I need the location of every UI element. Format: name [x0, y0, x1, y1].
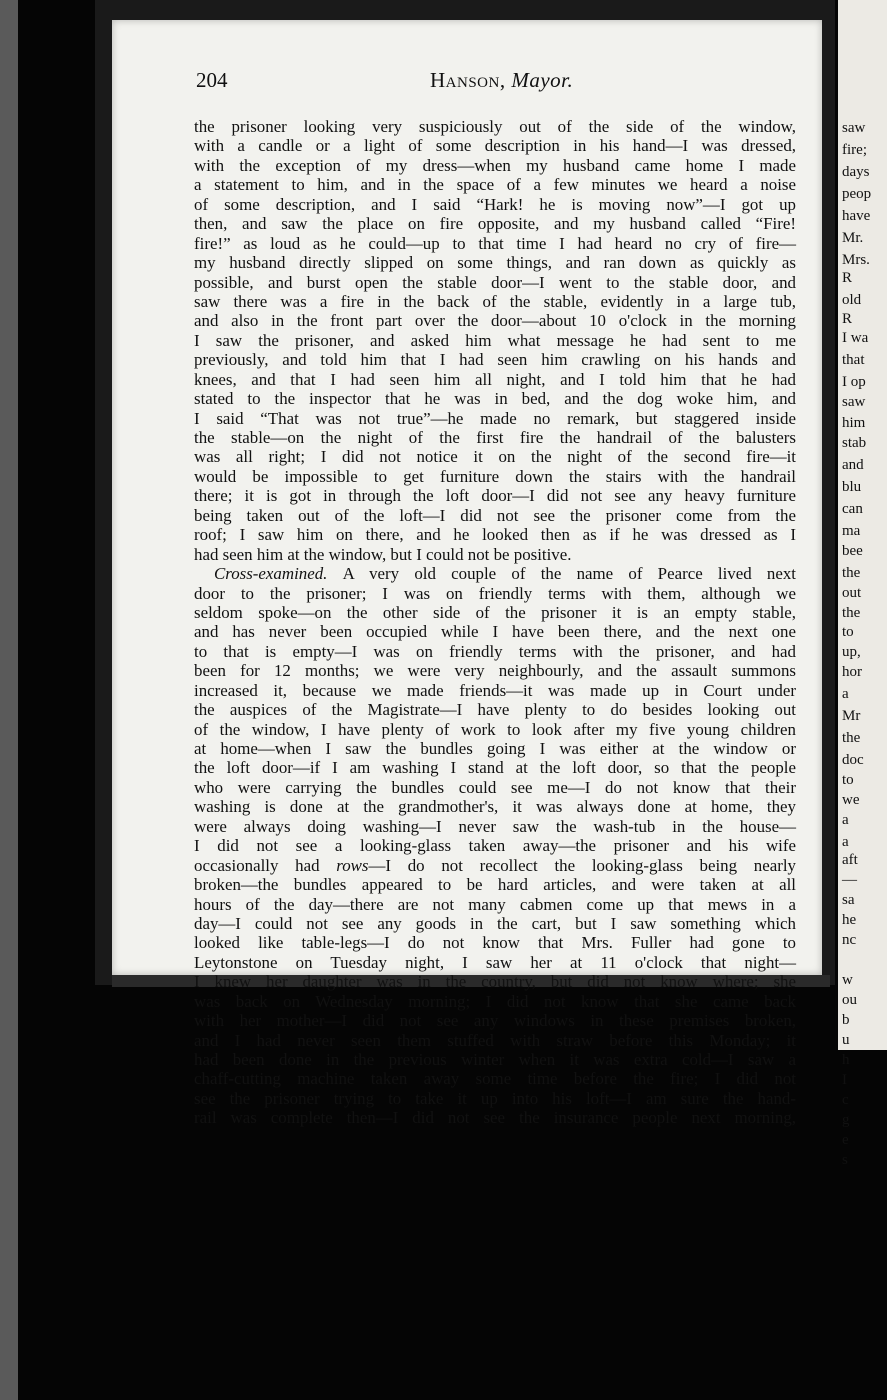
body-line: [194, 331, 796, 350]
next-page-fragment: the: [842, 565, 861, 581]
next-page-fragment: ma: [842, 523, 861, 539]
body-line: [194, 700, 796, 719]
text-line: chaff-cutting machine taken away some time before the fire; I did not: [194, 1069, 796, 1089]
body-line: [194, 584, 796, 603]
next-page-fragment: and: [842, 457, 864, 473]
text-line: to that is empty—I was on friendly terms with the prisoner, and had: [194, 641, 796, 661]
text-line: previously, and told him that I had seen him crawling on his hands and: [194, 350, 796, 370]
text-line: saw there was a fire in the back of the stable, evidently in a large tub,: [194, 291, 796, 311]
body-line: [194, 428, 796, 447]
body-line: [194, 661, 796, 680]
cross-examined-label: Cross-examined.: [214, 564, 343, 584]
next-page-fragment: h: [842, 1052, 850, 1068]
body-line: [194, 175, 796, 194]
body-line: [194, 195, 796, 214]
text-line: increased it, because we made friends—it was made up in Court under: [194, 680, 796, 700]
body-line: [194, 817, 796, 836]
text-line: being taken out of the loft—I did not see the prisoner come from the: [194, 505, 796, 525]
next-page-fragment: out: [842, 585, 862, 601]
next-page-fragment: doc: [842, 752, 864, 768]
next-page-fragment: days: [842, 164, 870, 180]
text-line: day—I could not see any goods in the cart, but I saw something which: [194, 913, 796, 933]
body-line: [194, 156, 796, 175]
body-line: [194, 447, 796, 466]
body-line: [194, 856, 796, 875]
body-line: [194, 234, 796, 253]
body-line: [194, 895, 796, 914]
text-line: the auspices of the Magistrate—I have plenty to do besides looking out: [194, 700, 796, 720]
text-line: at home—when I saw the bundles going I was either at the window or: [194, 739, 796, 758]
next-page-fragment: aft: [842, 852, 858, 868]
text-line: washing is done at the grandmother's, it was always done at home, they: [194, 797, 796, 817]
body-line: [194, 681, 796, 700]
text-line: possible, and burst open the stable door—I went to the stable door, and: [194, 272, 796, 292]
running-head-title: Mayor.: [511, 68, 574, 92]
next-page-fragment: Mr.: [842, 230, 864, 246]
next-page-fragment: e: [842, 1132, 849, 1148]
next-page-fragment: a: [842, 812, 849, 828]
body-line: [194, 992, 796, 1011]
next-page-fragment: R: [842, 270, 853, 286]
body-line: [194, 1089, 796, 1108]
text-line: looked like table-legs—I do not know that Mrs. Fuller had gone to: [194, 933, 796, 953]
next-page-fragment: I op: [842, 374, 866, 390]
text-line: with a candle or a light of some description in his hand—I was dressed,: [194, 136, 796, 156]
body-line: [194, 311, 796, 330]
next-page-fragment: the: [842, 730, 861, 746]
text-line: was all right; I did not notice it on the night of the second fire—it: [194, 447, 796, 467]
page-body-text: [194, 117, 796, 1128]
body-line: [194, 525, 796, 544]
next-page-fragment: Mrs.: [842, 252, 870, 268]
body-line: [194, 486, 796, 505]
text-line: I knew her daughter was in the country, but did not know where; she: [194, 972, 796, 992]
next-page-fragment: old: [842, 292, 862, 308]
text-line: there; it is got in through the loft door—I did not see any heavy furniture: [194, 486, 796, 506]
body-line: [194, 797, 796, 816]
next-page-fragment: —: [842, 872, 857, 888]
body-line: [194, 622, 796, 641]
body-line: [194, 1069, 796, 1088]
body-line: [194, 370, 796, 389]
next-page-fragment: R: [842, 311, 853, 327]
next-page-fragment: b: [842, 1012, 850, 1028]
body-line: [194, 914, 796, 933]
text-run: —I do not recollect the looking-glass being nearly: [368, 855, 796, 875]
text-line: see the prisoner trying to take it up into his loft—I am sure the hand-: [194, 1088, 796, 1108]
body-line: [194, 739, 796, 758]
text-line: stated to the inspector that he was in bed, and the dog woke him, and: [194, 389, 796, 409]
next-page-fragment: w: [842, 972, 853, 988]
running-head-name: Hanson,: [430, 68, 506, 92]
text-line: and has never been occupied while I have been there, and the next one: [194, 622, 796, 642]
next-page-fragment: to: [842, 624, 854, 640]
text-run: A very old couple of the name of Pearce lived next: [342, 564, 797, 584]
text-run: occasionally had: [194, 855, 337, 875]
text-line: was back on Wednesday morning; I did not know that she came back: [194, 991, 796, 1011]
body-line: [194, 836, 796, 855]
next-page-fragment: sa: [842, 892, 855, 908]
next-page-fragment: to: [842, 772, 854, 788]
body-line: [194, 1011, 796, 1030]
text-line: I saw the prisoner, and asked him what message he had sent to me: [194, 330, 796, 350]
next-page-fragment: s: [842, 1152, 848, 1168]
body-line: [194, 253, 796, 272]
text-line: knees, and that I had seen him all night, and I told him that he had: [194, 369, 796, 389]
next-page-fragment: stab: [842, 435, 867, 451]
next-page-fragment: bee: [842, 543, 863, 559]
text-line: been for 12 months; we were very neighbourly, and the assault summons: [194, 661, 796, 681]
text-line: door to the prisoner; I was on friendly terms with them, although we: [194, 583, 796, 603]
next-page-fragment: blu: [842, 479, 862, 495]
next-page-fragment: nc: [842, 932, 857, 948]
next-page-fragment: I wa: [842, 330, 869, 346]
book-edge: [0, 0, 18, 1400]
text-line: had been done in the previous winter when it was extra cold—I saw a: [194, 1050, 796, 1069]
text-line: Leytonstone on Tuesday night, I saw her at 11 o'clock that night—: [194, 952, 796, 972]
text-line: I did not see a looking-glass taken away—the prisoner and his wife: [194, 836, 796, 856]
body-line: [194, 933, 796, 952]
text-line: my husband directly slipped on some things, and ran down as quickly as: [194, 253, 796, 273]
body-line: [194, 972, 796, 991]
next-page-fragment: we: [842, 792, 860, 808]
text-line: the stable—on the night of the first fire the handrail of the balusters: [194, 428, 796, 447]
next-page-fragment: peop: [842, 186, 872, 202]
body-line: [194, 953, 796, 972]
next-page-fragment: the: [842, 605, 861, 621]
next-page-fragment: have: [842, 208, 871, 224]
next-page-fragment: him: [842, 415, 866, 431]
body-line: [194, 778, 796, 797]
body-line: [194, 875, 796, 894]
next-page-fragment: saw: [842, 394, 866, 410]
text-line: would be impossible to get furniture down the stairs with the handrail: [194, 466, 796, 486]
text-line: with the exception of my dress—when my husband came home I made: [194, 155, 796, 175]
text-line: I said “That was not true”—he made no remark, but staggered inside: [194, 408, 796, 428]
text-line: with her mother—I did not see any windows in these premises broken,: [194, 1011, 796, 1031]
text-line: rail was complete then—I did not see the insurance people next morning,: [194, 1108, 796, 1128]
text-line: the loft door—if I am washing I stand at the loft door, so that the people: [194, 758, 796, 778]
body-line: [194, 564, 796, 583]
body-line: [194, 389, 796, 408]
body-line: [194, 214, 796, 233]
next-page-fragment: hor: [842, 664, 862, 680]
text-line: and I had never seen them stuffed with straw before this Monday; it: [194, 1030, 796, 1050]
text-line: of the window, I have plenty of work to look after my five young children: [194, 719, 796, 739]
text-line: had seen him at the window, but I could not be positive.: [194, 544, 572, 564]
text-line: roof; I saw him on there, and he looked then as if he was dressed as I: [194, 525, 796, 545]
body-line: [194, 273, 796, 292]
text-line: who were carrying the bundles could see me—I do not know that their: [194, 777, 796, 797]
text-line: were always doing washing—I never saw the wash-tub in the house—: [194, 816, 796, 836]
text-line: then, and saw the place on fire opposite, and my husband called “Fire!: [194, 214, 796, 234]
body-line: [194, 117, 796, 136]
body-line: [194, 642, 796, 661]
next-page-fragment: a: [842, 834, 849, 850]
page-number: 204: [196, 68, 228, 92]
next-page-fragment: ou: [842, 992, 857, 1008]
text-line: a statement to him, and in the space of a few minutes we heard a noise: [194, 175, 796, 195]
next-page-fragment: that: [842, 352, 865, 368]
text-line: seldom spoke—on the other side of the prisoner it is an empty stable,: [194, 602, 796, 622]
body-line: [194, 350, 796, 369]
next-page-fragment: up,: [842, 644, 861, 660]
body-line: [194, 1031, 796, 1050]
next-page-fragment: I: [842, 1072, 847, 1088]
next-page-fragment: Mr: [842, 708, 861, 724]
body-line: [194, 1050, 796, 1069]
text-line: broken—the bundles appeared to be hard articles, and were taken at all: [194, 875, 796, 895]
text-line: of some description, and I said “Hark! he is moving now”—I got up: [194, 194, 796, 214]
text-line: fire!” as loud as he could—up to that time I had heard no cry of fire—: [194, 233, 796, 253]
body-line: [194, 758, 796, 777]
next-page-edge: [838, 0, 887, 1168]
next-page-fragment: a: [842, 686, 849, 702]
next-page-fragment: he: [842, 912, 857, 928]
body-line: [194, 136, 796, 155]
next-page-fragment: u: [842, 1032, 850, 1048]
text-line: hours of the day—there are not many cabmen come up that mews in a: [194, 894, 796, 914]
running-head: [430, 68, 573, 93]
next-page-fragment: fire;: [842, 142, 867, 158]
next-page-fragment: saw: [842, 120, 866, 136]
body-line: [194, 1108, 796, 1127]
italic-word: rows: [336, 855, 369, 875]
text-line: and also in the front part over the door—about 10 o'clock in the morning: [194, 311, 796, 331]
body-line: [194, 720, 796, 739]
body-line: [194, 467, 796, 486]
next-page-fragment: can: [842, 501, 863, 517]
text-line: the prisoner looking very suspiciously out of the side of the window,: [194, 117, 796, 136]
body-line: [194, 506, 796, 525]
page-header: [196, 68, 796, 98]
body-line: [194, 545, 796, 564]
next-page-fragment: c: [842, 1092, 849, 1108]
body-line: [194, 292, 796, 311]
body-line: [194, 409, 796, 428]
body-line: [194, 603, 796, 622]
next-page-fragment: g: [842, 1112, 850, 1128]
